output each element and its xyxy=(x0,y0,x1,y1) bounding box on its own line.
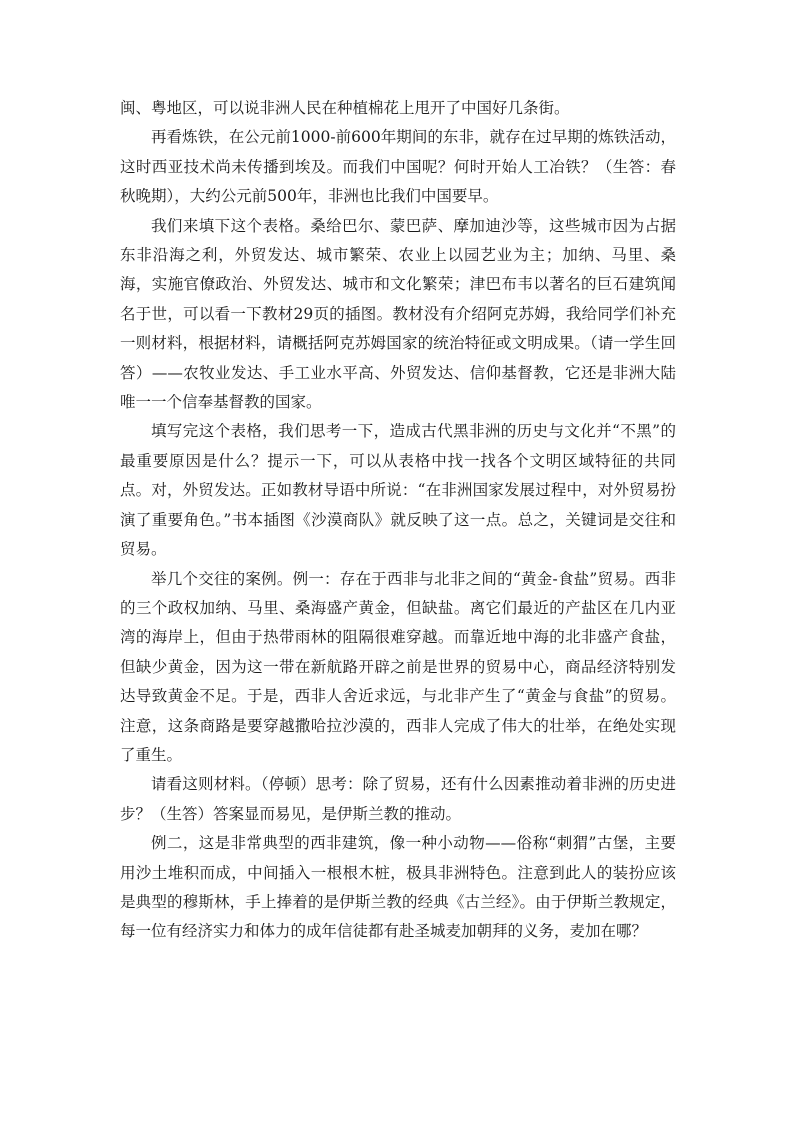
paragraph-4: 填写完这个表格，我们思考一下，造成古代黑非洲的历史与文化并“不黑”的最重要原因是什么？提示一下，可以从表格中找一找各个文明区域特征的共同点。对，外贸发达。正如教材导语中所说：“在非洲国家发展过程中，对外贸易扮演了重要角色。”书本插图《沙漠商队》就反映了这一点。总之，关键词是交往和贸易。 xyxy=(120,422,676,559)
paragraph-1: 闽、粤地区，可以说非洲人民在种植棉花上甩开了中国好几条街。 xyxy=(120,99,570,117)
paragraph-3: 我们来填下这个表格。桑给巴尔、蒙巴萨、摩加迪沙等，这些城市因为占据东非沿海之利，外贸发达、城市繁荣、农业上以园艺业为主；加纳、马里、桑海，实施官僚政治、外贸发达、城市和文化繁荣；津巴布韦以著名的巨石建筑闻名于世，可以看一下教材29页的插图。教材没有介绍阿克苏姆，我给同学们补充一则材料，根据材料，请概括阿克苏姆国家的统治特征或文明成果。（请一学生回答）——农牧业发达、手工业水平高、外贸发达、信仰基督教，它还是非洲大陆唯一一个信奉基督教的国家。 xyxy=(120,216,676,412)
paragraph-2: 再看炼铁，在公元前1000-前600年期间的东非，就存在过早期的炼铁活动，这时西亚技术尚未传播到埃及。而我们中国呢？何时开始人工冶铁？（生答：春秋晚期），大约公元前500年，非洲也比我们中国要早。 xyxy=(120,128,676,206)
paragraph-7: 例二，这是非常典型的西非建筑，像一种小动物——俗称“刺猬”古堡，主要用沙土堆积而成，中间插入一根根木桩，极具非洲特色。注意到此人的装扮应该是典型的穆斯林，手上捧着的是伊斯兰教的经典《古兰经》。由于伊斯兰教规定，每一位有经济实力和体力的成年信徒都有赴圣城麦加朝拜的义务，麦加在哪？ xyxy=(120,834,676,941)
paragraph-6: 请看这则材料。（停顿）思考：除了贸易，还有什么因素推动着非洲的历史进步？（生答）答案显而易见，是伊斯兰教的推动。 xyxy=(120,775,676,823)
paragraph-5: 举几个交往的案例。例一：存在于西非与北非之间的“黄金-食盐”贸易。西非的三个政权加纳、马里、桑海盛产黄金，但缺盐。离它们最近的产盐区在几内亚湾的海岸上，但由于热带雨林的阻隔很难穿越。而靠近地中海的北非盛产食盐，但缺少黄金，因为这一带在新航路开辟之前是世界的贸易中心，商品经济特别发达导致黄金不足。于是，西非人舍近求远，与北非产生了“黄金与食盐”的贸易。注意，这条商路是要穿越撒哈拉沙漠的，西非人完成了伟大的壮举，在绝处实现了重生。 xyxy=(120,569,676,764)
document-body xyxy=(120,94,676,947)
